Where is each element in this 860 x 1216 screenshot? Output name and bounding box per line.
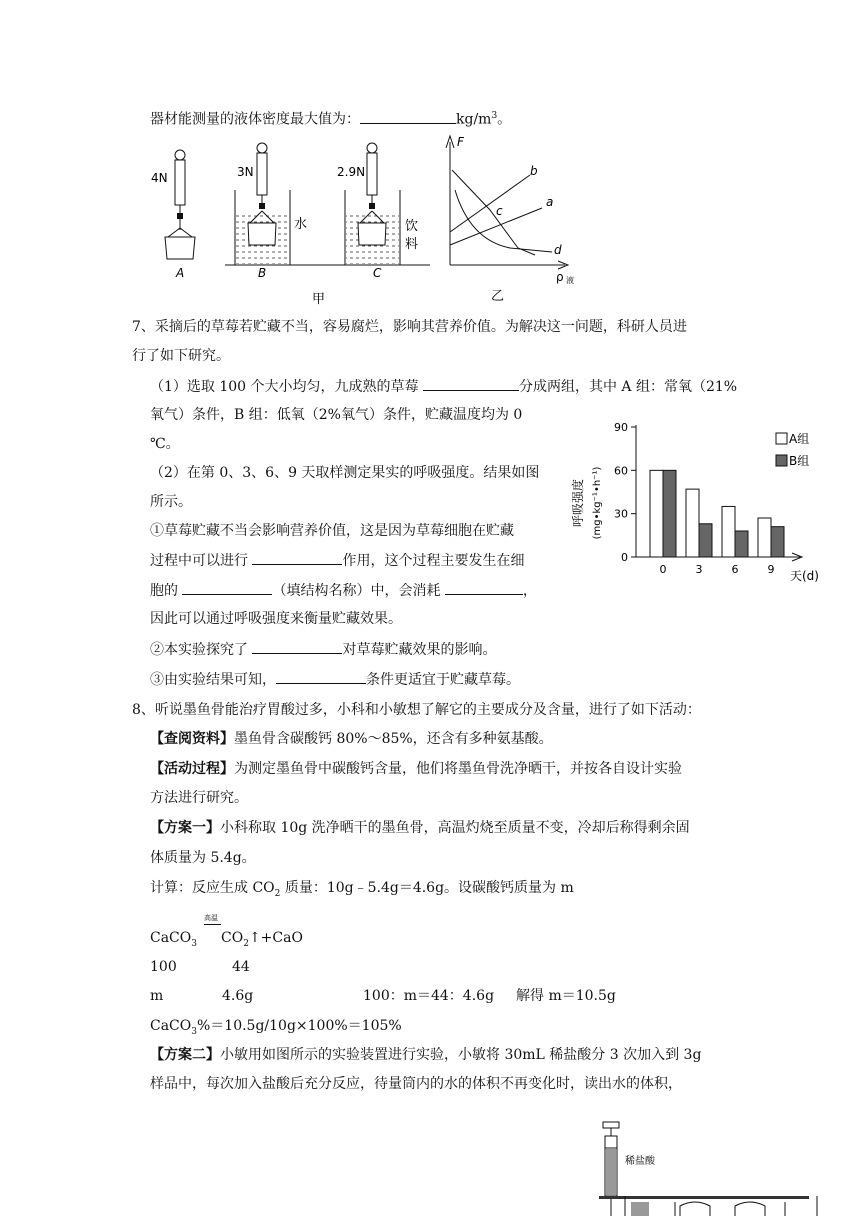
x-tick-label: 6 [731,563,739,576]
force-a: 4N [151,171,168,185]
q7-s2-a: ②本实验探究了 [150,642,248,658]
result-a: CaCO [150,1018,192,1034]
q7-s3-b: 条件更适宜于贮藏草莓。 [366,672,520,688]
eq-left-sub: 3 [191,938,197,949]
drink-label-1: 饮 [405,219,419,234]
eq-right-tail: ↑+CaO [248,930,303,946]
q8-plan1-1 [150,818,690,838]
answer-blank[interactable] [252,639,342,654]
q8-act-1 [150,759,682,779]
respiration-bar-chart [560,415,830,585]
curve-c-label: c [496,204,503,218]
figure-yi [430,130,590,305]
bar-b-day-9 [771,527,784,557]
equation-right [221,928,303,954]
calc-a: 计算：反应生成 CO [150,880,275,896]
plan1-text-1: 小科称取 10g 洗净晒干的墨鱼骨，高温灼烧至质量不变，冷却后称得剩余固 [220,820,690,836]
q7-p2-b: 所示。 [150,494,192,510]
apparatus-label: 稀盐酸 [625,1156,655,1167]
apparatus-figure [595,1118,830,1216]
row2-a: m [150,988,164,1004]
spring-scale-a [165,150,195,259]
eq-right: CO [221,930,244,946]
q7-s1-c1: 胞的 [150,583,178,599]
reaction-arrow-line [204,924,221,925]
label-c: C [373,266,382,280]
answer-blank[interactable] [182,580,272,595]
q7-p1-c: 氧气）条件，B 组：低氧（2%氧气）条件，贮藏温度均为 0 [150,407,523,423]
q8-intro: 8、听说墨鱼骨能治疗胃酸过多，小科和小敏想了解它的主要成分及含量，进行了如下活动： [132,702,701,718]
q7-s1-b2: 作用，这个过程主要发生在细 [342,553,525,569]
plan2-text-1: 小敏用如图所示的实验装置进行实验，小敏将 30mL 稀盐酸分 3 次加入到 3g [220,1047,702,1063]
beaker-b [225,143,430,265]
q6-unit-sup: 3 [491,111,498,121]
curve-b [450,175,530,232]
q6-unit: kg/m [456,111,492,128]
y-tick-label: 0 [621,551,628,564]
figure-jia [140,135,430,310]
bar-b-day-6 [735,531,748,557]
eq-left: CaCO [150,930,192,946]
answer-blank[interactable] [252,550,342,565]
row2-b: 4.6g [222,988,254,1004]
y-tick-label: 30 [614,507,628,521]
q6-prefix: 器材能测量的液体密度最大值为： [150,111,360,128]
q7-p1-d: ℃。 [150,436,180,452]
q7-s3 [150,669,520,690]
q7-s1-a: ①草莓贮藏不当会影响营养价值，这是因为草莓细胞在贮藏 [150,523,514,539]
drink-label-2: 料 [405,237,419,252]
force-b: 3N [237,165,254,179]
caption-jia: 甲 [312,292,326,307]
y-ticks [614,421,636,564]
answer-blank[interactable] [276,669,366,684]
x-tick-label: 0 [659,563,667,576]
q7-s1-c3: ， [522,583,537,599]
q7-s1-b [150,550,524,571]
bar-a-day-6 [722,506,735,557]
bar-a-day-0 [650,470,663,557]
q8-ref [150,729,553,749]
q7-s1-d: 因此可以通过呼吸强度来衡量贮藏效果。 [150,611,402,627]
q8-act-2: 方法进行研究。 [150,790,248,806]
act-text-1: 为测定墨鱼骨中碳酸钙含量，他们将墨鱼骨洗净晒干，并按各自设计实验 [234,761,682,777]
bar-b-day-0 [663,470,676,557]
label-b: B [258,266,267,280]
q6-suffix: 。 [497,111,512,128]
q7-p1-b-text: 分成两组，其中 A 组：常氧（21% [518,379,738,395]
act-tag: 【活动过程】 [150,761,234,777]
curve-d-label: d [554,243,562,257]
y-tick-label: 90 [614,421,628,434]
row2-c: 100：m＝44：4.6g [363,988,495,1004]
result-tail: %＝10.5g/10g×100%＝105% [196,1018,402,1034]
axis-f: F [457,135,464,149]
axis-rho-sub: 液 [566,276,574,285]
y-axis-unit: (mg•kg⁻¹•h⁻¹) [592,466,603,540]
x-axis-label: 天(d) [790,569,819,583]
q7-s2 [150,639,496,660]
legend-swatch [776,433,787,444]
water-label: 水 [294,217,308,232]
curve-d [455,190,552,252]
eq-right-sub: 2 [243,938,249,949]
q8-plan2-1 [150,1045,701,1065]
legend-label: A组 [789,432,810,446]
legend-swatch [776,455,787,466]
q7-s1-c [150,580,537,601]
q8-calc [150,878,574,904]
row1-a: 100 [150,959,177,975]
calc-b: 质量：10g﹣5.4g＝4.6g。设碳酸钙质量为 m [280,880,574,896]
q7-p1-a-text: （1）选取 100 个大小均匀，九成熟的草莓 [150,379,419,395]
x-tick-label: 3 [695,563,703,576]
q7-s2-b: 对草莓贮藏效果的影响。 [342,642,497,658]
answer-blank[interactable] [360,109,456,124]
plan2-tag: 【方案二】 [150,1047,220,1063]
beaker-c [345,143,400,265]
bar-a-day-9 [758,518,771,557]
q7-p2-a: （2）在第 0、3、6、9 天取样测定果实的呼吸强度。结果如图 [150,465,540,481]
answer-blank[interactable] [423,376,519,391]
q8-plan2-2: 样品中，每次加入盐酸后充分反应，待量筒内的水的体积不再变化时，读出水的体积， [150,1076,682,1092]
curve-a-label: a [546,195,554,209]
bar-a-day-3 [686,489,699,557]
legend [776,432,809,468]
y-axis-label: 呼吸强度 [571,478,585,528]
q7-s1-c2: （填结构名称）中，会消耗 [272,583,441,599]
curve-b-label: b [530,164,538,178]
result-sub: 3 [191,1026,197,1037]
bar-b-day-3 [699,524,712,557]
axis-rho: ρ [556,270,564,284]
y-tick-label: 60 [614,464,628,478]
answer-blank[interactable] [445,580,523,595]
bars [650,470,784,557]
label-a: A [176,266,185,280]
q8-plan1-2: 体质量为 5.4g。 [150,850,256,866]
result-line [150,1016,402,1042]
q7-p1-a [150,376,737,397]
calc-sub: 2 [274,888,281,899]
legend-label: B组 [789,454,810,468]
q7-s1-b1: 过程中可以进行 [150,553,248,569]
q7-intro-1: 7、采摘后的草莓若贮藏不当，容易腐烂，影响其营养价值。为解决这一问题，科研人员进 [132,319,687,335]
equation [150,928,197,954]
x-tick-label: 9 [767,563,775,576]
caption-yi: 乙 [491,289,505,304]
plan1-tag: 【方案一】 [150,820,220,836]
q6-answer-line [150,106,511,130]
q7-intro-2: 行了如下研究。 [132,348,230,364]
ref-text: 墨鱼骨含碳酸钙 80%～85%，还含有多种氨基酸。 [234,731,553,747]
q7-s3-a: ③由实验结果可知， [150,672,276,688]
reaction-condition: 高温 [204,914,218,922]
row2-d: 解得 m＝10.5g [516,988,616,1004]
force-c: 2.9N [337,165,366,179]
ref-tag: 【查阅资料】 [150,731,234,747]
row1-b: 44 [232,959,250,975]
x-tick-labels [660,563,775,576]
